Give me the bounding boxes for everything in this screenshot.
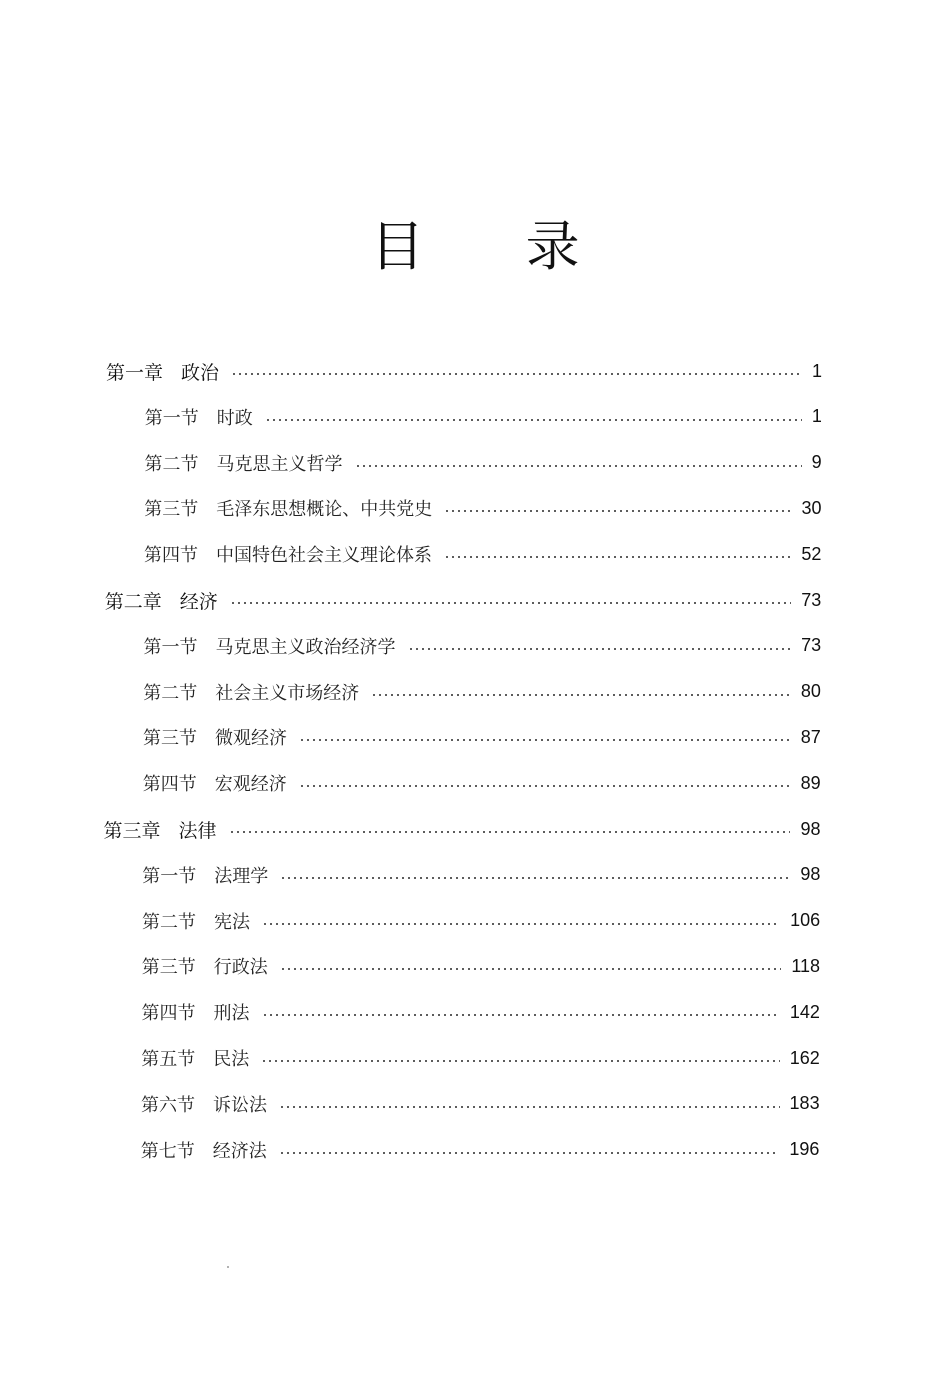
toc-entry-title: 刑法 — [213, 1003, 250, 1025]
dot-leader — [444, 556, 791, 558]
dot-leader — [262, 923, 780, 925]
toc-entry-label: 第六节 — [141, 1094, 195, 1116]
toc-entry[interactable] — [142, 943, 820, 989]
toc-entry-label: 第一节 — [142, 865, 197, 887]
toc-entry-label: 第三节 — [143, 728, 197, 750]
toc-entry-label: 第五节 — [141, 1049, 196, 1070]
toc-entry[interactable] — [141, 1035, 820, 1081]
toc-entry-label: 第三节 — [144, 499, 199, 521]
toc-entry-title: 民法 — [213, 1049, 250, 1070]
toc-entry-page: 52 — [801, 543, 822, 564]
toc-entry-label: 第二节 — [143, 682, 198, 704]
toc-entry-label: 第四节 — [142, 774, 197, 796]
toc-entry-page: 142 — [789, 1001, 820, 1022]
toc-entry-title: 马克思主义政治经济学 — [215, 636, 396, 658]
toc-entry-page: 106 — [790, 910, 821, 931]
toc-entry-title: 宏观经济 — [214, 774, 287, 796]
toc-entry[interactable] — [144, 485, 821, 531]
dot-leader — [280, 968, 782, 970]
toc-entry[interactable] — [144, 623, 822, 669]
toc-entry-page: 87 — [800, 726, 821, 747]
dot-leader — [299, 739, 791, 741]
toc-entry-label: 第三节 — [141, 957, 196, 979]
toc-entry-page: 183 — [789, 1093, 820, 1114]
dot-leader — [299, 785, 791, 787]
toc-entry-label: 第二节 — [144, 453, 199, 475]
dot-leader — [279, 1106, 780, 1108]
toc-entry-page: 89 — [800, 772, 821, 793]
toc-entry[interactable] — [142, 989, 820, 1035]
toc-entry[interactable] — [104, 806, 821, 852]
toc-entry-page: 80 — [800, 681, 821, 702]
toc-entry-label: 第四节 — [141, 1003, 196, 1025]
dot-leader — [444, 510, 791, 512]
toc-entry-title: 经济 — [179, 590, 218, 613]
toc-entry-label: 第二章 — [104, 590, 162, 613]
dot-leader — [280, 877, 790, 879]
toc-entry-title: 社会主义市场经济 — [215, 682, 360, 704]
dot-leader — [355, 465, 802, 467]
toc-entry[interactable] — [142, 898, 820, 944]
toc-entry-page: 73 — [801, 589, 822, 610]
toc-entry[interactable] — [141, 1127, 820, 1173]
toc-entry-label: 第一节 — [144, 407, 199, 429]
toc-entry[interactable] — [142, 852, 820, 898]
toc-entry-title: 政治 — [181, 361, 220, 384]
scan-speck — [227, 1266, 229, 1268]
toc-entry-title: 微观经济 — [215, 728, 287, 750]
toc-entry-title: 诉讼法 — [213, 1094, 267, 1116]
toc-entry-title: 马克思主义哲学 — [216, 453, 343, 475]
dot-leader — [262, 1014, 780, 1016]
toc-entry[interactable] — [143, 760, 821, 806]
toc-entry-page: 162 — [789, 1047, 820, 1068]
toc-entry-label: 第一章 — [106, 361, 164, 384]
toc-entry-page: 98 — [800, 818, 821, 839]
toc-entry-page: 196 — [789, 1139, 820, 1160]
toc-entry[interactable] — [143, 669, 821, 715]
toc-entry[interactable] — [106, 348, 822, 394]
toc-entry-label: 第七节 — [140, 1140, 195, 1162]
toc-entry-title: 法理学 — [214, 865, 269, 887]
toc-entry-title: 毛泽东思想概论、中共党史 — [216, 499, 433, 521]
toc-entry-page: 1 — [811, 360, 822, 381]
toc-entry-label: 第一节 — [143, 636, 198, 658]
toc-entry-page: 30 — [801, 497, 822, 518]
toc-entry[interactable] — [141, 1081, 820, 1127]
toc-entry-title: 宪法 — [214, 911, 250, 933]
toc-entry-title: 行政法 — [213, 957, 268, 979]
toc-entry-title: 法律 — [178, 819, 217, 842]
dot-leader — [231, 373, 802, 375]
page-title: 目 录 — [370, 215, 622, 278]
toc-entry[interactable] — [143, 714, 821, 760]
toc-entry[interactable] — [145, 440, 822, 486]
dot-leader — [230, 602, 791, 604]
toc-entry-page: 73 — [801, 635, 822, 656]
toc-entry-page: 98 — [800, 864, 821, 885]
toc-entry[interactable] — [105, 577, 822, 623]
toc-entry-title: 时政 — [216, 407, 253, 429]
toc-entry-label: 第四节 — [144, 545, 198, 567]
dot-leader — [261, 1060, 779, 1062]
dot-leader — [265, 419, 802, 421]
toc-entry-page: 118 — [791, 955, 821, 976]
toc-entry[interactable] — [145, 394, 822, 440]
dot-leader — [371, 694, 791, 696]
toc-entry-label: 第三章 — [103, 819, 161, 842]
toc-entry-page: 9 — [811, 452, 822, 473]
toc-entry-title: 经济法 — [212, 1140, 267, 1162]
dot-leader — [408, 648, 792, 650]
toc-entry-title: 中国特色社会主义理论体系 — [216, 545, 432, 567]
dot-leader — [279, 1152, 780, 1154]
toc-entry-page: 1 — [811, 406, 822, 427]
toc-entry[interactable] — [144, 531, 821, 577]
dot-leader — [229, 831, 791, 833]
toc-entry-label: 第二节 — [142, 911, 196, 933]
